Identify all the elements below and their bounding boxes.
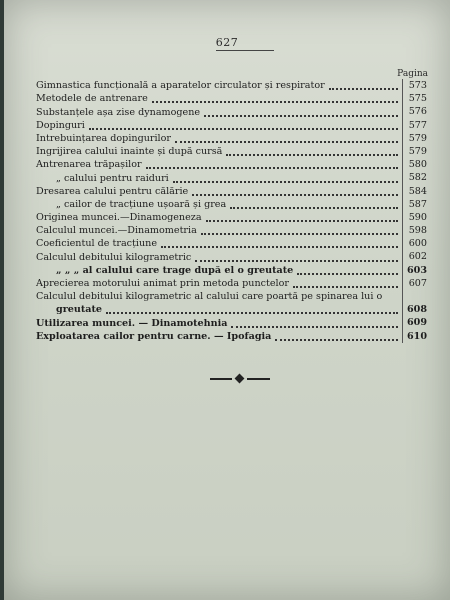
- toc-entry-page: 603: [402, 264, 428, 277]
- toc-entry-title: Intrebuințarea dopingurilor: [36, 132, 171, 144]
- toc-row: [36, 303, 428, 316]
- toc-row: [36, 264, 428, 277]
- toc-row: [36, 119, 428, 132]
- toc-entry-title: greutate: [56, 304, 103, 316]
- toc-row: [36, 171, 428, 184]
- table-of-contents: [36, 79, 428, 343]
- toc-entry-title: „ cailor de tracțiune ușoară și grea: [56, 198, 227, 210]
- toc-leader-dots: [106, 311, 398, 314]
- toc-leader-dots: [231, 325, 398, 328]
- page-number-rule: [216, 50, 274, 51]
- toc-row: [36, 198, 428, 211]
- toc-leader-dots: [173, 180, 398, 183]
- toc-entry-title: Calculul debitului kilogrametric: [36, 251, 192, 263]
- column-header-pagina: Pagina: [397, 69, 428, 79]
- toc-entry-page: 579: [402, 132, 428, 145]
- toc-entry-title: Originea muncei.—Dinamogeneza: [36, 212, 202, 224]
- toc-entry-page: 582: [402, 171, 428, 184]
- toc-entry-page: 608: [402, 303, 428, 316]
- toc-leader-dots: [386, 300, 398, 301]
- toc-row: [36, 224, 428, 237]
- toc-leader-dots: [226, 153, 398, 156]
- toc-entry-page: 580: [402, 158, 428, 171]
- toc-row: [36, 250, 428, 263]
- toc-entry-title: Aprecierea motorului animat prin metoda punctelor: [36, 278, 289, 289]
- toc-leader-dots: [275, 338, 398, 341]
- toc-entry-title: Metodele de antrenare: [36, 93, 148, 105]
- toc-row: [36, 132, 428, 145]
- toc-row: [36, 145, 428, 158]
- toc-row: [36, 316, 428, 329]
- toc-leader-dots: [89, 127, 398, 130]
- ornament-line-left: [210, 378, 232, 380]
- toc-row: [36, 158, 428, 171]
- toc-entry-page: 573: [402, 79, 428, 92]
- toc-entry-page: 598: [402, 224, 428, 237]
- toc-leader-dots: [230, 206, 398, 209]
- toc-leader-dots: [206, 219, 398, 222]
- toc-entry-title: Coeficientul de tracțiune: [36, 238, 158, 250]
- toc-entry-title: Antrenarea trăpașilor: [36, 159, 142, 171]
- toc-entry-title: Ingrijirea calului inainte și după cursă: [36, 146, 223, 158]
- toc-row: [36, 185, 428, 198]
- page-number: 627: [215, 36, 239, 49]
- section-end-ornament: [210, 374, 270, 384]
- ornament-diamond: [235, 374, 245, 384]
- toc-leader-dots: [293, 285, 398, 288]
- toc-leader-dots: [195, 259, 398, 262]
- toc-entry-page: 576: [402, 105, 428, 118]
- toc-row: [36, 92, 428, 105]
- toc-entry-page: [402, 290, 428, 303]
- toc-entry-title: Dopinguri: [36, 119, 85, 131]
- toc-entry-page: 607: [402, 277, 428, 290]
- toc-entry-page: 587: [402, 198, 428, 211]
- toc-entry-page: 600: [402, 237, 428, 250]
- toc-leader-dots: [175, 140, 398, 143]
- toc-entry-page: 602: [402, 250, 428, 263]
- toc-entry-title: Dresarea calului pentru călărie: [36, 185, 189, 197]
- toc-leader-dots: [201, 232, 398, 235]
- toc-row: [36, 237, 428, 250]
- toc-entry-title: „ „ „ al calului care trage după el o greutate: [56, 264, 294, 276]
- toc-entry-page: 610: [402, 330, 428, 343]
- toc-entry-page: 577: [402, 119, 428, 132]
- toc-row: [36, 330, 428, 343]
- toc-entry-title: Utilizarea muncei. — Dinamotehnia: [36, 317, 228, 329]
- toc-row: [36, 79, 428, 92]
- toc-row: [36, 277, 428, 290]
- toc-row: [36, 211, 428, 224]
- toc-entry-title: „ calului pentru raiduri: [56, 172, 169, 184]
- toc-entry-page: 579: [402, 145, 428, 158]
- toc-entry-page: 584: [402, 185, 428, 198]
- toc-entry-title: Substanțele așa zise dynamogene: [36, 106, 201, 118]
- toc-leader-dots: [297, 272, 398, 275]
- toc-entry-title: Calculul muncei.—Dinamometria: [36, 225, 197, 237]
- toc-entry-page: 575: [402, 92, 428, 105]
- toc-row: [36, 105, 428, 118]
- toc-leader-dots: [152, 100, 398, 103]
- book-page: [4, 0, 450, 600]
- toc-entry-title: Gimnastica funcțională a aparatelor circulator și respirator: [36, 80, 325, 92]
- toc-entry-title: Exploatarea cailor pentru carne. — Ipofagia: [36, 330, 272, 342]
- toc-entry-title: Calculul debitului kilogrametric al calului care poartă pe spinarea lui o: [36, 291, 383, 303]
- toc-leader-dots: [146, 166, 398, 169]
- toc-leader-dots: [192, 193, 398, 196]
- toc-entry-page: 609: [402, 316, 428, 329]
- toc-leader-dots: [204, 114, 398, 117]
- toc-leader-dots: [161, 245, 398, 248]
- toc-leader-dots: [329, 87, 398, 90]
- ornament-line-right: [247, 378, 270, 380]
- toc-entry-page: 590: [402, 211, 428, 224]
- toc-row: [36, 290, 428, 303]
